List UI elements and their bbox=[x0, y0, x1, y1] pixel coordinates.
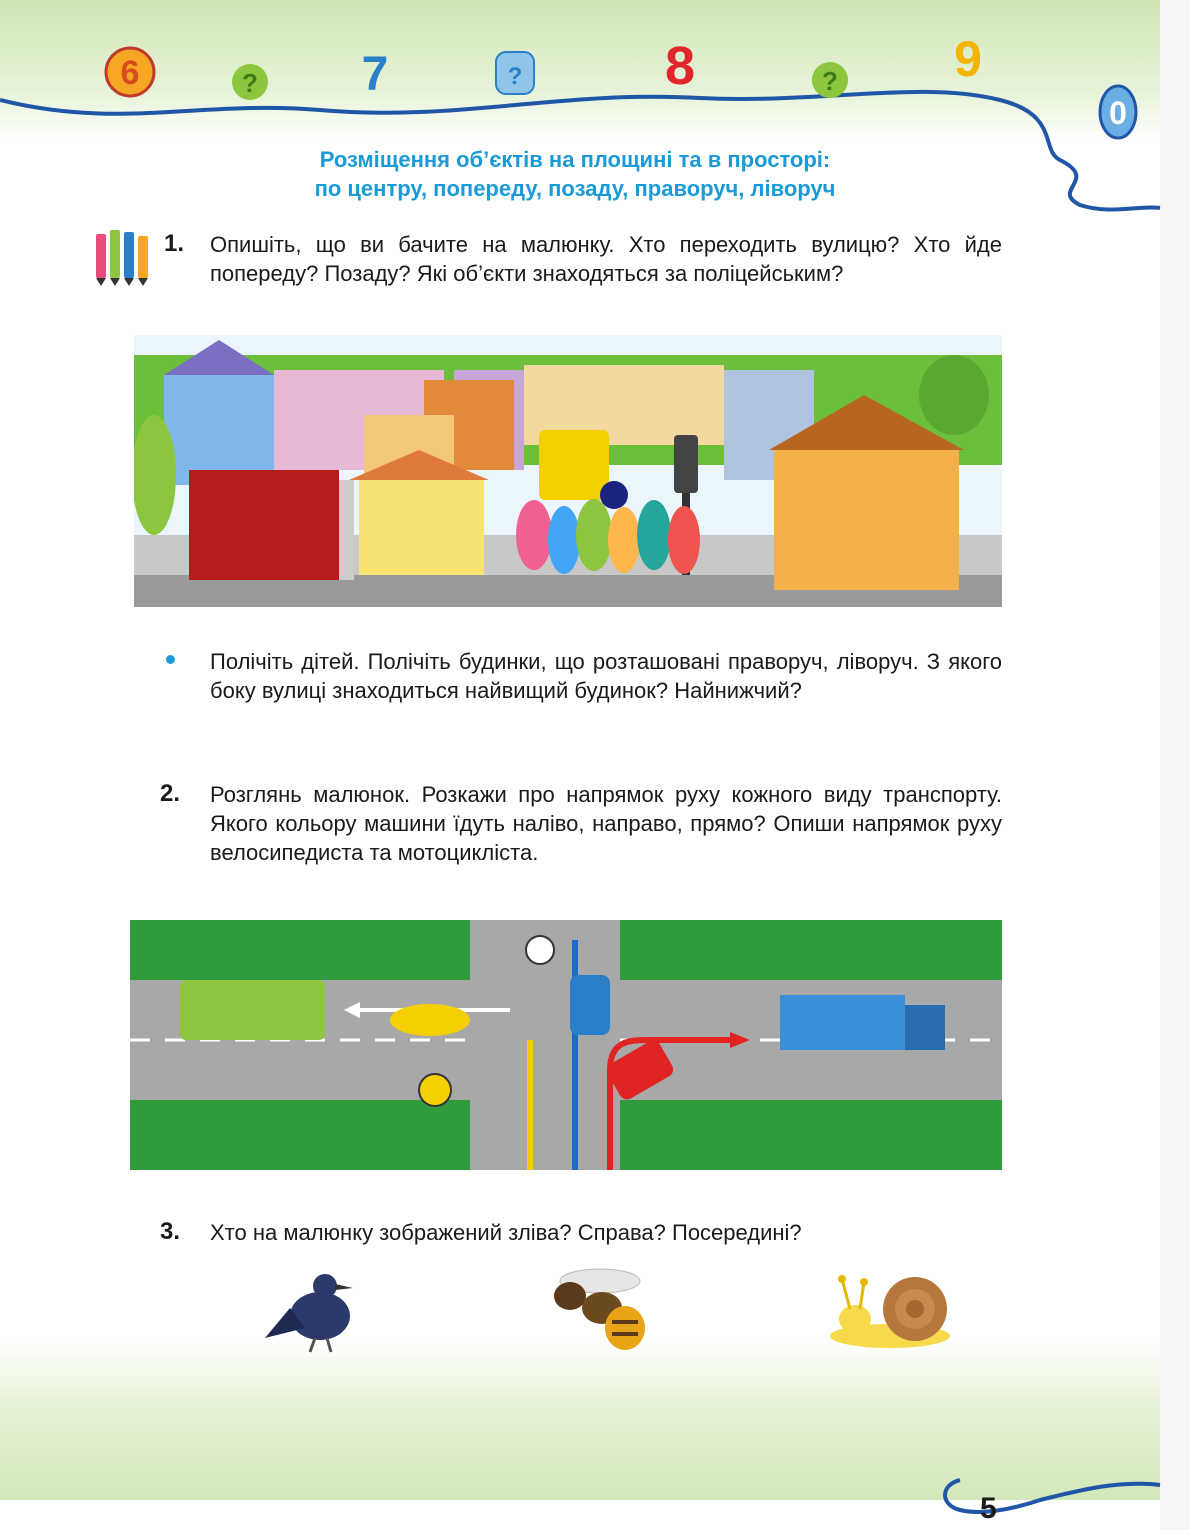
snail-icon bbox=[820, 1264, 960, 1354]
digit-question-blue-icon bbox=[496, 52, 534, 94]
blue-car bbox=[570, 975, 610, 1035]
task-2-number: 2. bbox=[160, 780, 181, 807]
crow-icon bbox=[265, 1268, 370, 1354]
digit-six-icon bbox=[106, 48, 154, 96]
svg-text:6: 6 bbox=[120, 54, 140, 92]
task-1-number: 1. bbox=[164, 230, 185, 257]
yellow-car bbox=[390, 1004, 470, 1036]
task-1-text: Опишіть, що ви бачите на малюнку. Хто переходить вулицю? Хто йде попереду? Позаду? Які об’єкти знаходяться за поліцейським? bbox=[210, 232, 1002, 286]
task-3-text: Хто на малюнку зображений зліва? Справа? Посередині? bbox=[210, 1220, 802, 1245]
digit-eight-icon bbox=[665, 36, 695, 96]
bullet-task-text: Полічіть дітей. Полічіть будинки, що розташовані праворуч, ліворуч. З якого боку вулиці знаходиться найвищий будинок? Найнижчий? bbox=[210, 649, 1002, 703]
svg-text:?: ? bbox=[822, 66, 838, 96]
digit-question-green-icon bbox=[232, 64, 268, 100]
svg-text:9: 9 bbox=[954, 31, 982, 87]
page-number: 5 bbox=[980, 1492, 997, 1525]
bus bbox=[180, 980, 325, 1040]
bee-icon bbox=[540, 1266, 660, 1352]
street-crossing-illustration bbox=[134, 335, 1002, 607]
section-heading bbox=[160, 145, 990, 203]
digit-nine-icon bbox=[954, 31, 982, 87]
task-2-text: Розглянь малюнок. Розкажи про напрямок руху кожного виду транспорту. Якого кольору машини їдуть наліво, направо, прямо? Опиши напрямок руху велосипедиста та мотоцикліста. bbox=[210, 782, 1002, 865]
pencils-icon bbox=[90, 226, 160, 288]
truck bbox=[780, 995, 905, 1050]
bottom-wave bbox=[920, 1460, 1170, 1540]
bullet-dot bbox=[166, 655, 175, 664]
digit-question-lime-icon bbox=[812, 62, 848, 98]
svg-text:7: 7 bbox=[361, 48, 389, 101]
heading-line-2: по центру, попереду, позаду, праворуч, ліворуч bbox=[314, 176, 836, 201]
svg-text:?: ? bbox=[507, 63, 523, 90]
digit-zero-icon bbox=[1100, 86, 1136, 138]
heading-line-1: Розміщення об’єктів на площині та в просторі: bbox=[319, 147, 831, 172]
policeman bbox=[600, 481, 628, 509]
intersection-illustration bbox=[130, 920, 1002, 1170]
svg-text:0: 0 bbox=[1109, 95, 1127, 131]
task-3-number: 3. bbox=[160, 1218, 181, 1245]
cyclist bbox=[526, 936, 554, 964]
digit-seven-icon bbox=[362, 48, 389, 101]
svg-text:8: 8 bbox=[664, 36, 696, 96]
motorcyclist bbox=[419, 1074, 451, 1106]
svg-text:?: ? bbox=[242, 68, 258, 98]
page-margin bbox=[1160, 0, 1190, 1530]
